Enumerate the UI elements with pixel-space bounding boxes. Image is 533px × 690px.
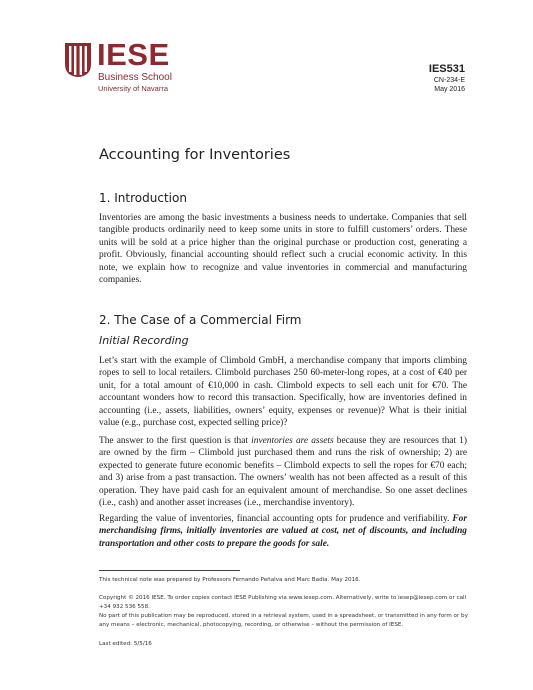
paragraph-introduction: Inventories are among the basic investments a business needs to undertake. Companies that sell tangible products ordinarily need to keep some units in store to fulfill customers’ orders. These units will be sold at a price higher than the original purchase or production cost, generating a profit. Obviously, financial accounting should reflect such a crucial economic activity. In this note, we explain how to recognize and value inventories in commercial and manufacturing companies.: [99, 213, 467, 286]
paragraph-inventories-are-assets: [99, 435, 467, 509]
document-date: May 2016: [434, 86, 465, 93]
footnote-copyright: Copyright © 2016 IESE. To order copies contact IESE Publishing via www.iesep.com. Alternatively, write to iesep@iesep.com or call +34 932 536 558.: [99, 595, 467, 610]
iese-crest-icon: [64, 42, 92, 78]
paragraph-climbold-example: Let’s start with the example of Climbold GmbH, a merchandise company that imports climbing ropes to sell to local retailers. Climbold purchases 250 60-meter-long ropes, at a cost of €40 per unit, for a total amount of €10,000 in cash. Climbold expects to sell each unit for €70. The accountant wonders how to record this transaction. Specifically, how are inventories defined in accounting (i.e., assets, liabilities, owners’ equity, expenses or revenue)? What is their initial value (e.g., purchase cost, expected selling price)?: [99, 356, 467, 429]
emphasis-text: inventories are assets: [251, 436, 334, 446]
footnote-divider: [99, 570, 240, 571]
emphasis-text: For merchandising firms, initially inventories are valued at cost, net of discounts, and including transportation and other costs to prepare the goods for sale.: [99, 514, 467, 549]
paragraph-text: because they are resources that 1) are owned by the firm – Climbold just purchased them and runs the risk of ownership; 2) are expected to generate future economic benefits – Climbold expects to sell the ropes for €70 each; and 3) arise from a past transaction. The owners’ wealth has not been affected as a result of this operation. They have paid cash for an equivalent amount of merchandise. So one asset declines (i.e., cash) and another asset increases (i.e., merchandise inventory).: [99, 436, 467, 509]
document-title: Accounting for Inventories: [99, 147, 291, 163]
document-info: [429, 62, 465, 94]
paragraph-text: Regarding the value of inventories, financial accounting opts for prudence and verifiability.: [99, 514, 453, 524]
document-code: IES531: [428, 63, 465, 75]
document-number: CN-234-E: [433, 77, 465, 84]
paragraph-text: The answer to the first question is that: [99, 436, 252, 446]
paragraph-inventory-valuation: [99, 513, 467, 550]
section-heading-introduction: 1. Introduction: [99, 191, 187, 205]
section-heading-commercial-firm: 2. The Case of a Commercial Firm: [99, 313, 302, 327]
logo-wordmark: IESE: [97, 37, 170, 72]
footnote-rights: No part of this publication may be reproduced, stored in a retrieval system, used in a spreadsheet, or transmitted in any form or by any means – electronic, mechanical, photocopying, recording, or otherwise – without the permission of IESE.: [99, 613, 468, 628]
logo-school-name: Business School: [98, 72, 172, 83]
subheading-initial-recording: Initial Recording: [99, 334, 189, 347]
logo-university-name: University of Navarra: [98, 84, 169, 93]
footnote-last-edited: Last edited: 5/5/16: [99, 641, 152, 647]
footnote-prepared-by: This technical note was prepared by Professors Fernando Peñalva and Marc Badia. May 2016.: [99, 577, 361, 583]
